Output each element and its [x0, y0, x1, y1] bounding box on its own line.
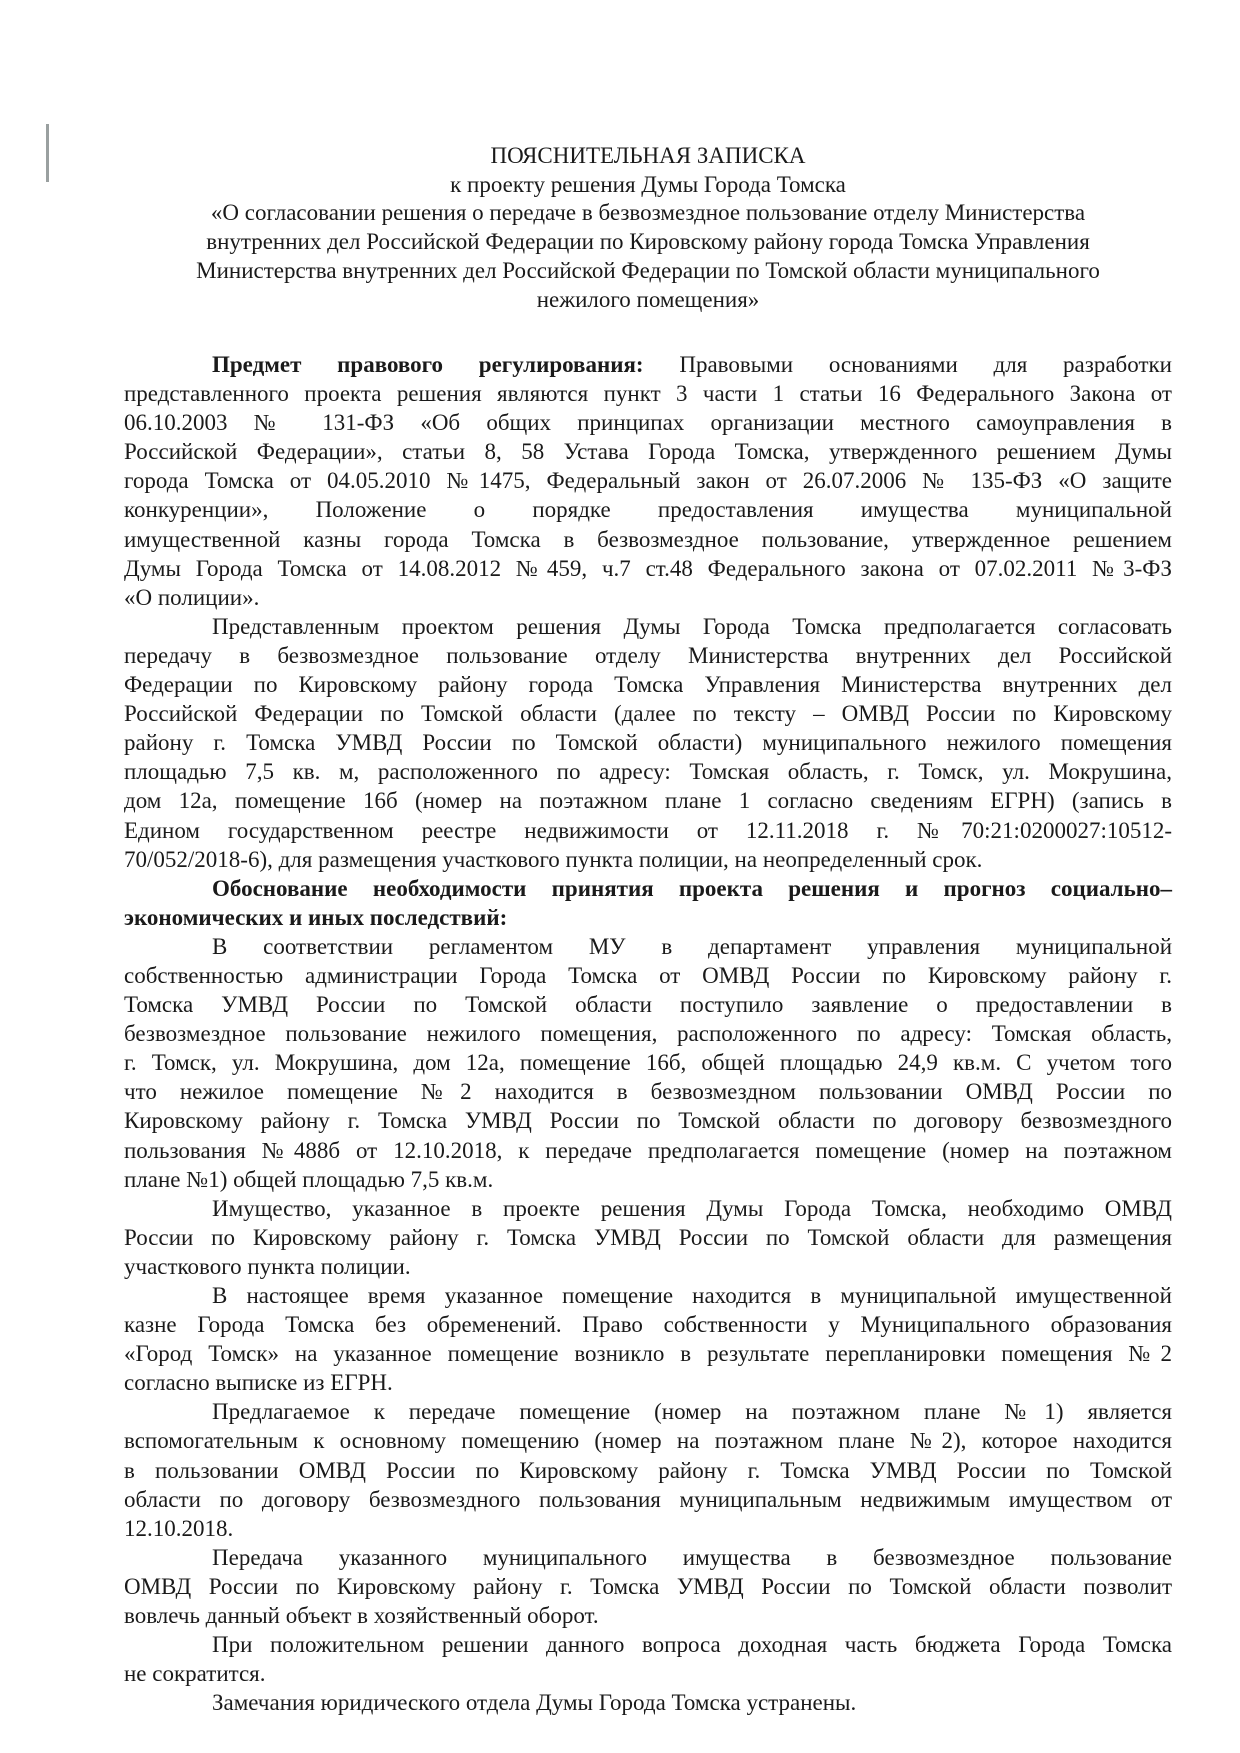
paragraph-line: в пользовании ОМВД России по Кировскому району г. Томска УМВД России по Томской [124, 1457, 1172, 1483]
paragraph-line: г. Томск, ул. Мокрушина, дом 12а, помещение 16б, общей площадью 24,9 кв.м. С учетом того [124, 1050, 1172, 1076]
document-body [124, 350, 1172, 1717]
paragraph-line: «Город Томск» на указанное помещение возникло в результате перепланировки помещения №2 [124, 1341, 1172, 1367]
document-subtitle-line: нежилого помещения» [536, 286, 760, 312]
paragraph-line: Российской Федерации по Томской области (далее по тексту – ОМВД России по Кировскому [124, 701, 1172, 727]
paragraph-line: города Томска от 04.05.2010 №1475, Федеральный закон от 26.07.2006 № 135-ФЗ «О защите [124, 468, 1172, 494]
paragraph-line: передачу в безвозмездное пользование отделу Министерства внутренних дел Российской [124, 642, 1172, 668]
paragraph-line: Томска УМВД России по Томской области поступило заявление о предоставлении в [124, 992, 1172, 1018]
paragraph [124, 1194, 1172, 1281]
paragraph-line: Кировскому району г. Томска УМВД России по Томской области по договору безвозмездного [124, 1108, 1172, 1134]
paragraph [124, 1281, 1172, 1397]
paragraph-line: В соответствии регламентом МУ в департамент управления муниципальной [212, 933, 1172, 959]
paragraph [124, 1630, 1172, 1688]
paragraph-line: При положительном решении данного вопроса доходная часть бюджета Города Томска [212, 1632, 1172, 1658]
paragraph-line: вспомогательным к основному помещению (номер на поэтажном плане №2), которое находится [124, 1428, 1172, 1454]
paragraph-line: району г. Томска УМВД России по Томской области) муниципального нежилого помещения [124, 730, 1172, 756]
paragraph-line [124, 350, 1172, 379]
document-title: ПОЯСНИТЕЛЬНАЯ ЗАПИСКА [490, 143, 806, 168]
document-subtitle-line: Министерства внутренних дел Российской Федерации по Томской области муниципального [196, 257, 1100, 283]
paragraph-line: Федерации по Кировскому району города Томска Управления Министерства внутренних дел [124, 672, 1172, 698]
document-title-block [124, 142, 1172, 314]
paragraph-line: имущественной казны города Томска в безвозмездное пользование, утвержденное решением [124, 526, 1172, 552]
paragraph-line: дом 12а, помещение 16б (номер на поэтажном плане 1 согласно сведениям ЕГРН) (запись в [124, 788, 1172, 814]
paragraph-line: участкового пункта полиции. [124, 1253, 411, 1279]
paragraph-line: В настоящее время указанное помещение находится в муниципальной имущественной [212, 1283, 1172, 1308]
paragraph [124, 932, 1172, 1194]
document-subtitle-line: к проекту решения Думы Города Томска [450, 171, 846, 197]
scan-margin-mark [46, 124, 49, 182]
paragraph [124, 1397, 1172, 1542]
paragraph-line: собственностью администрации Города Томска от ОМВД России по Кировскому району г. [124, 962, 1172, 988]
paragraph-line: Обоснование необходимости принятия проекта решения и прогноз социально– [212, 875, 1172, 901]
paragraph-line: Думы Города Томска от 14.08.2012 №459, ч.7 ст.48 Федерального закона от 07.02.2011 №3-ФЗ [124, 555, 1172, 581]
paragraph-line: не сократится. [124, 1661, 266, 1687]
paragraph [124, 1688, 1172, 1717]
paragraph-line: Представленным проектом решения Думы Города Томска предполагается согласовать [212, 613, 1172, 639]
document-subtitle-line: внутренних дел Российской Федерации по Кировскому району города Томска Управления [206, 229, 1090, 255]
paragraph-line: 70/052/2018-6), для размещения участкового пункта полиции, на неопределенный срок. [124, 846, 983, 872]
paragraph-line: Едином государственном реестре недвижимости от 12.11.2018 г. №70:21:0200027:10512- [124, 817, 1172, 843]
paragraph-line: 06.10.2003 № 131-ФЗ «Об общих принципах организации местного самоуправления в [124, 410, 1172, 436]
paragraph [124, 350, 1172, 612]
paragraph-text: Правовыми основаниями для разработки [643, 352, 1172, 377]
paragraph-line: России по Кировскому району г. Томска УМВД России по Томской области для размещения [124, 1224, 1172, 1250]
paragraph-line: конкуренции», Положение о порядке предоставления имущества муниципальной [124, 497, 1172, 523]
paragraph-line: Замечания юридического отдела Думы Города Томска устранены. [212, 1690, 857, 1716]
paragraph-line: согласно выписке из ЕГРН. [124, 1370, 393, 1396]
paragraph-line: 12.10.2018. [124, 1515, 234, 1541]
paragraph-line: «О полиции». [124, 584, 260, 610]
paragraph-line: пользования №488б от 12.10.2018, к передаче предполагается помещение (номер на поэтажном [124, 1137, 1172, 1163]
paragraph-line: Передача указанного муниципального имущества в безвозмездное пользование [212, 1544, 1172, 1570]
paragraph-line: казне Города Томска без обременений. Право собственности у Муниципального образования [124, 1312, 1172, 1338]
document-subtitle-line: «О согласовании решения о передаче в безвозмездное пользование отделу Министерства [210, 200, 1086, 226]
paragraph-line: вовлечь данный объект в хозяйственный оборот. [124, 1603, 599, 1629]
paragraph-line: ОМВД России по Кировскому району г. Томска УМВД России по Томской области позволит [124, 1573, 1172, 1599]
paragraph-line: экономических и иных последствий: [124, 904, 508, 930]
paragraph [124, 612, 1172, 874]
section-heading [124, 874, 1172, 932]
paragraph [124, 1543, 1172, 1630]
paragraph-line: площадью 7,5 кв. м, расположенного по адресу: Томская область, г. Томск, ул. Мокрушина, [124, 759, 1172, 785]
paragraph-line: безвозмездное пользование нежилого помещения, расположенного по адресу: Томская область, [124, 1021, 1172, 1047]
paragraph-line: плане №1) общей площадью 7,5 кв.м. [124, 1166, 494, 1192]
paragraph-line: представленного проекта решения являются пункт 3 части 1 статьи 16 Федерального Закона от [124, 381, 1172, 407]
paragraph-line: Имущество, указанное в проекте решения Думы Города Томска, необходимо ОМВД [212, 1195, 1172, 1221]
paragraph-line: Российской Федерации», статьи 8, 58 Устава Города Томска, утвержденного решением Думы [124, 439, 1172, 465]
paragraph-line: что нежилое помещение №2 находится в безвозмездном пользовании ОМВД России по [124, 1079, 1172, 1105]
section-lead: Предмет правового регулирования: [212, 352, 644, 377]
paragraph-line: области по договору безвозмездного пользования муниципальным недвижимым имуществом от [124, 1486, 1172, 1512]
paragraph-line: Предлагаемое к передаче помещение (номер на поэтажном плане №1) является [212, 1399, 1172, 1425]
